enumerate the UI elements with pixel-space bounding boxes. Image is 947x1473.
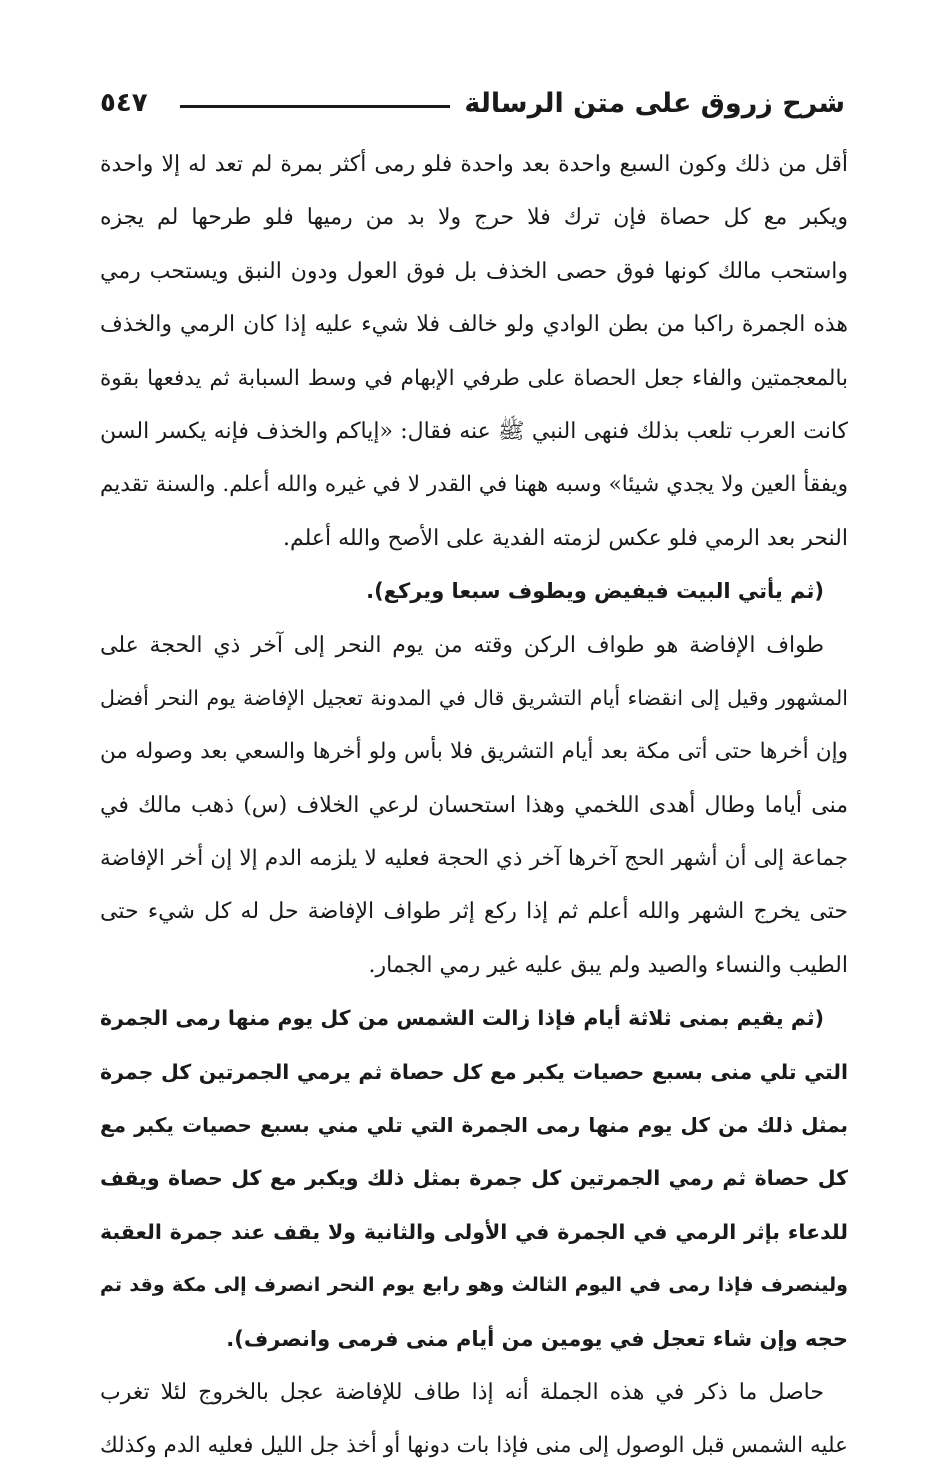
page-number: ٥٤٧: [100, 88, 148, 118]
body-text: [100, 138, 848, 1473]
header-title: شرح زروق على متن الرسالة: [464, 87, 845, 119]
running-header: [100, 78, 845, 128]
commentary-text-line: ويكبر مع كل حصاة فإن ترك فلا حرج ولا بد من رميها فلو طرحها لم يجزه: [100, 205, 848, 231]
commentary-text-line: النحر بعد الرمي فلو عكس لزمته الفدية على الأصح والله أعلم.: [282, 525, 848, 551]
matn-text-line: كل حصاة ثم رمي الجمرتين كل جمرة بمثل ذلك ويكبر مع كل حصاة ويقف: [100, 1166, 848, 1191]
matn-text-line: حجه وإن شاء تعجل في يومين من أيام منى فرمى وانصرف).: [226, 1326, 848, 1351]
commentary-text-line: أقل من ذلك وكون السبع واحدة بعد واحدة فلو رمى أكثر بمرة لم تعد له إلا واحدة: [100, 152, 848, 177]
matn-text-line: بمثل ذلك من كل يوم منها رمى الجمرة التي تلي مني بسبع حصيات يكبر مع: [100, 1113, 848, 1138]
commentary-text-line: منى أياما وطال أهدى اللخمي وهذا استحسان لرعي الخلاف (س) ذهب مالك في: [100, 792, 848, 818]
header-rule: [180, 105, 451, 108]
commentary-text-line: حاصل ما ذكر في هذه الجملة أنه إذا طاف للإفاضة عجل بالخروج لئلا تغرب: [100, 1379, 824, 1405]
commentary-text-line: المشهور وقيل إلى انقضاء أيام التشريق قال في المدونة تعجيل الإفاضة يوم النحر أفضل: [100, 685, 848, 710]
commentary-text-line: جماعة إلى أن أشهر الحج آخرها آخر ذي الحجة فعليه لا يلزمه الدم إلا إن أخر الإفاضة: [100, 846, 848, 872]
matn-text-line: التي تلي منى بسبع حصيات يكبر مع كل حصاة ثم يرمي الجمرتين كل جمرة: [100, 1059, 848, 1084]
commentary-text-line: طواف الإفاضة هو طواف الركن وقته من يوم النحر إلى آخر ذي الحجة على: [100, 632, 825, 658]
commentary-text-line: عليه الشمس قبل الوصول إلى منى فإذا بات دونها أو أخذ جل الليل فعليه الدم وكذلك: [100, 1433, 848, 1459]
commentary-text-line: ويفقأ العين ولا يجدي شيئا» وسبه ههنا في القدر لا في غيره والله أعلم. والسنة تقديم: [100, 472, 848, 498]
commentary-text-line: حتى يخرج الشهر والله أعلم ثم إذا ركع إثر طواف الإفاضة حل له كل شيء حتى: [100, 899, 848, 925]
matn-text-line: للدعاء بإثر الرمي في الجمرة في الأولى والثانية ولا يقف عند جمرة العقبة: [100, 1219, 848, 1244]
commentary-text-line: هذه الجمرة راكبا من بطن الوادي ولو خالف فلا شيء عليه إذا كان الرمي والخذف: [100, 312, 848, 338]
matn-text-line: (ثم يقيم بمنى ثلاثة أيام فإذا زالت الشمس من كل يوم منها رمى الجمرة: [100, 1006, 824, 1031]
matn-text-line: (ثم يأتي البيت فيفيض ويطوف سبعا ويركع).: [366, 579, 824, 604]
commentary-text-line: بالمعجمتين والفاء جعل الحصاة على طرفي الإبهام في وسط السبابة ثم يدفعها بقوة: [100, 365, 848, 391]
commentary-text-line: الطيب والنساء والصيد ولم يبق عليه غير رمي الجمار.: [368, 952, 848, 978]
commentary-text-line: وإن أخرها حتى أتى مكة بعد أيام التشريق فلا بأس ولو أخرها والسعي بعد وصوله من: [100, 739, 848, 765]
matn-text-line: ولينصرف فإذا رمى في اليوم الثالث وهو رابع يوم النحر انصرف إلى مكة وقد تم: [100, 1274, 848, 1297]
commentary-text-line: كانت العرب تلعب بذلك فنهى النبي ﷺ عنه فقال: «إياكم والخذف فإنه يكسر السن: [100, 418, 848, 444]
commentary-text-line: واستحب مالك كونها فوق حصى الخذف بل فوق العول ودون النبق ويستحب رمي: [100, 258, 848, 284]
